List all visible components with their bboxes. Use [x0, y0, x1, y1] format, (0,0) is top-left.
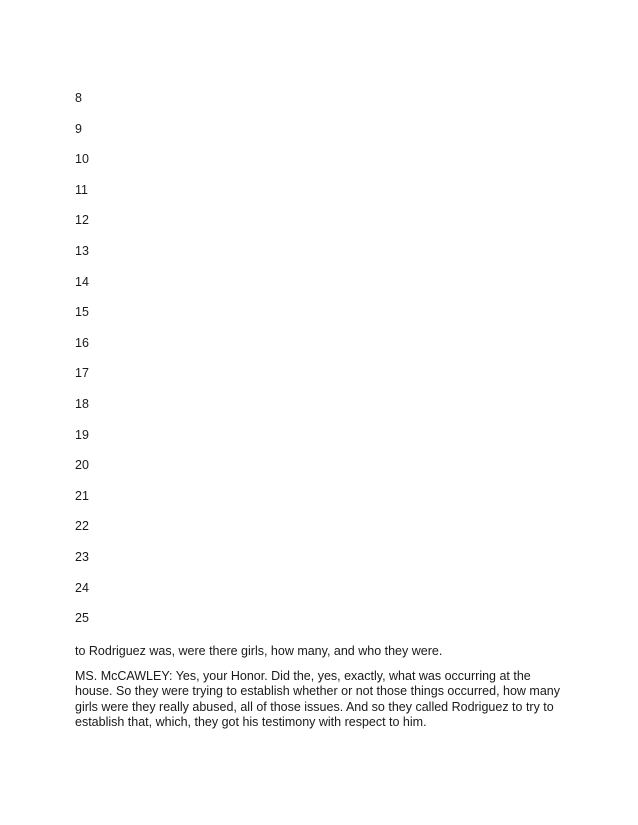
line-number: 10 — [75, 152, 89, 167]
transcript-paragraph: MS. McCAWLEY: Yes, your Honor. Did the, yes, exactly, what was occurring at the house. So they were trying to establish whether or not those things occurred, how many girls were they really abused, all of those issues. And so they called Rodriguez to try to establish that, which, they got his testimony with respect to him. — [75, 668, 560, 729]
line-number: 21 — [75, 488, 89, 503]
transcript-text — [75, 644, 565, 740]
line-number: 9 — [75, 121, 82, 136]
line-number: 18 — [75, 396, 89, 411]
line-number: 25 — [75, 611, 89, 626]
line-number: 22 — [75, 519, 89, 534]
line-number: 12 — [75, 213, 89, 228]
line-number: 11 — [75, 182, 88, 197]
line-number: 19 — [75, 427, 89, 442]
line-number: 20 — [75, 458, 89, 473]
transcript-paragraph: to Rodriguez was, were there girls, how many, and who they were. — [75, 644, 443, 658]
line-number: 24 — [75, 580, 89, 595]
line-number: 13 — [75, 243, 89, 258]
line-number: 23 — [75, 549, 89, 564]
line-number: 17 — [75, 366, 89, 381]
line-number-column — [75, 91, 89, 642]
line-number: 14 — [75, 274, 89, 289]
line-number: 16 — [75, 335, 89, 350]
line-number: 15 — [75, 305, 89, 320]
line-number: 8 — [75, 91, 82, 105]
